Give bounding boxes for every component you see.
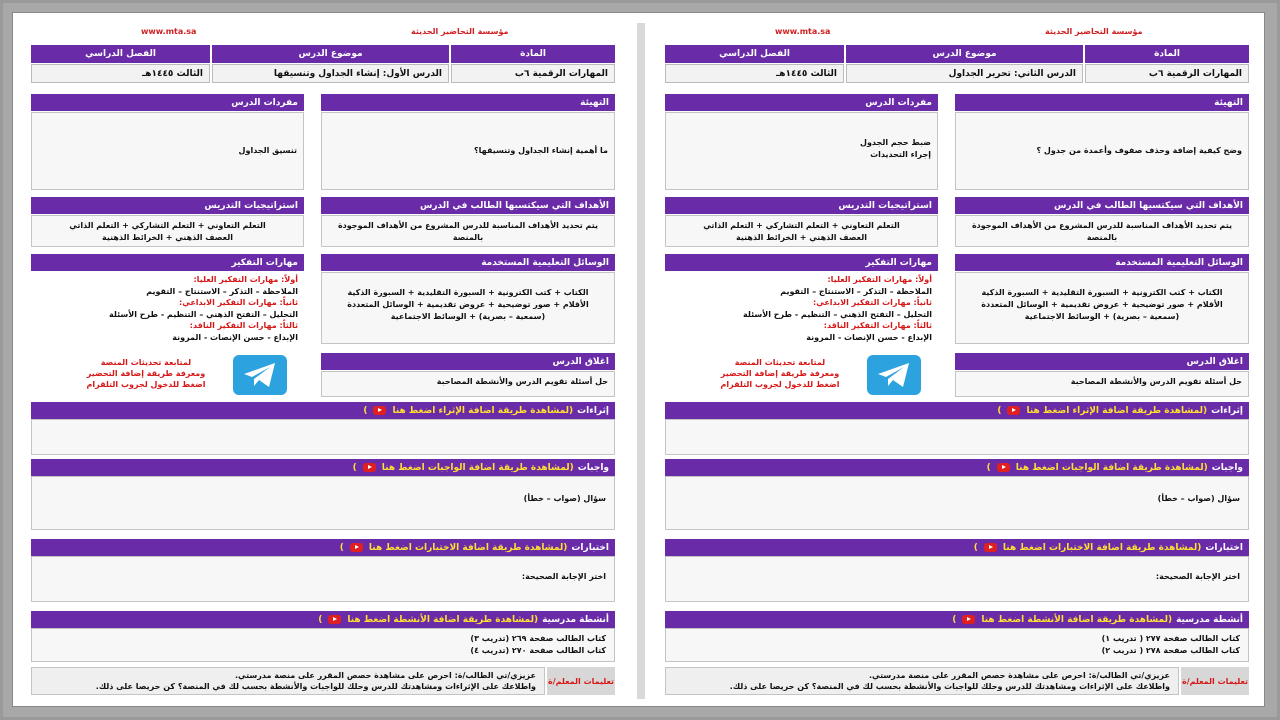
teacher-notes-box	[665, 667, 1179, 695]
link-close: )	[997, 405, 1002, 416]
topic-header: موضوع الدرس	[212, 45, 449, 63]
thinking-box	[31, 272, 304, 346]
thinking-header: مهارات التفكير	[31, 254, 304, 271]
activities-header	[665, 611, 1249, 628]
subject-header: المادة	[451, 45, 615, 63]
subject-value: المهارات الرقمية ٦ب	[1085, 64, 1249, 83]
vocab-header: مفردات الدرس	[31, 94, 304, 111]
enrich-link[interactable]: (لمشاهدة طريقة اضافة الإثراء اضغط هنا	[1026, 405, 1208, 416]
warmup-text: وضح كيفية إضافة وحذف صفوف وأعمدة من جدول ؟	[1036, 146, 1242, 155]
strategies-line: العصف الذهني + الخرائط الذهنية	[102, 233, 233, 242]
activity-item: كتاب الطالب صفحة ٢٦٩ (تدريب ٣)	[470, 634, 606, 643]
telegram-line: ومعرفة طريقة إضافة التحضير	[720, 369, 840, 378]
thinking-line: التحليل – التفتح الذهني – التنظيم - طرح الأسئلة	[743, 309, 932, 319]
goals-box	[955, 215, 1249, 247]
org-name: مؤسسة التحاضير الحديثة	[411, 27, 509, 36]
vocab-item: ضبط حجم الجدول	[860, 138, 931, 147]
strategies-box	[31, 215, 304, 247]
org-name: مؤسسة التحاضير الحديثة	[1045, 27, 1143, 36]
homework-text: سؤال (صواب – خطأ)	[1157, 494, 1240, 503]
telegram-line: اضغط للدخول لجروب التلقرام	[720, 380, 840, 389]
youtube-icon[interactable]	[363, 463, 376, 472]
aids-header: الوسائل التعليمية المستخدمة	[955, 254, 1249, 271]
activities-header	[31, 611, 615, 628]
teacher-note-line: عزيزي/تي الطالب/ة: احرص على مشاهدة حصص المقرر على منصة مدرستي.	[869, 671, 1170, 680]
term-header: الفصل الدراسي	[665, 45, 844, 63]
thinking-title: أولاً: مهارات التفكير العليا:	[193, 275, 298, 284]
teacher-notes-label: تعليمات المعلم/ة	[547, 667, 615, 695]
youtube-icon[interactable]	[962, 615, 975, 624]
closing-box	[321, 371, 615, 397]
teacher-notes-box	[31, 667, 545, 695]
warmup-text: ما أهمية إنشاء الجداول وتنسيقها؟	[474, 146, 608, 155]
telegram-line: لمتابعة تحديثات المنصة	[100, 358, 192, 367]
thinking-title: ثالثاً: مهارات التفكير الناقد:	[189, 321, 298, 330]
thinking-title: ثانياً: مهارات التفكير الابداعي:	[179, 298, 298, 307]
teacher-notes-label: تعليمات المعلم/ة	[1181, 667, 1249, 695]
strategies-header: استراتيجيات التدريس	[31, 197, 304, 214]
youtube-icon[interactable]	[984, 543, 997, 552]
thinking-line: الملاحظة – التذكر – الاستنتاج – التقويم	[780, 286, 932, 296]
subject-value: المهارات الرقمية ٦ب	[451, 64, 615, 83]
homework-title: واجبات	[577, 462, 609, 473]
link-close: )	[986, 462, 991, 473]
homework-text: سؤال (صواب – خطأ)	[523, 494, 606, 503]
term-value: الثالث ١٤٤٥هـ	[665, 64, 844, 83]
closing-header: اغلاق الدرس	[321, 353, 615, 370]
enrich-box	[665, 419, 1249, 455]
telegram-promo[interactable]	[71, 357, 221, 390]
tests-title: اختبارات	[1205, 542, 1243, 553]
tests-text: اختر الإجابة الصحيحة:	[1155, 572, 1240, 581]
thinking-title: ثانياً: مهارات التفكير الابداعي:	[813, 298, 932, 307]
warmup-box	[955, 112, 1249, 190]
homework-box	[31, 476, 615, 530]
link-close: )	[973, 542, 978, 553]
link-close: )	[952, 614, 957, 625]
strategies-line: التعلم التعاوني + التعلم التشاركي + التعلم الذاتي	[69, 221, 266, 230]
topic-header: موضوع الدرس	[846, 45, 1083, 63]
activities-title: أنشطة مدرسية	[1176, 614, 1243, 625]
activities-box	[665, 628, 1249, 662]
thinking-line: الإبداع - حسن الإنصات - المرونة	[172, 332, 298, 342]
page-divider	[637, 23, 645, 699]
activities-title: أنشطة مدرسية	[542, 614, 609, 625]
strategies-header: استراتيجيات التدريس	[665, 197, 938, 214]
teacher-note-line: واطلاعك على الإثراءات ومشاهدتك للدرس وحلك للواجبات والأنشطة بحسب لك في المنصة؟ كن حريصا على ذلك.	[729, 682, 1170, 691]
warmup-box	[321, 112, 615, 190]
teacher-note-line: عزيزي/تي الطالب/ة: احرص على مشاهدة حصص المقرر على منصة مدرستي.	[235, 671, 536, 680]
vocab-header: مفردات الدرس	[665, 94, 938, 111]
goals-header: الأهداف التي سيكتسبها الطالب في الدرس	[321, 197, 615, 214]
thinking-line: التحليل – التفتح الذهني – التنظيم - طرح الأسئلة	[109, 309, 298, 319]
homework-title: واجبات	[1211, 462, 1243, 473]
topic-value: الدرس الأول: إنشاء الجداول وتنسيقها	[212, 64, 449, 83]
telegram-line: ومعرفة طريقة إضافة التحضير	[86, 369, 206, 378]
homework-link[interactable]: (لمشاهدة طريقة اضافة الواجبات اضغط هنا	[1015, 462, 1208, 473]
homework-header	[665, 459, 1249, 476]
aids-line: (سمعية – بصرية) + الوسائط الاجتماعية	[390, 312, 546, 321]
homework-link[interactable]: (لمشاهدة طريقة اضافة الواجبات اضغط هنا	[381, 462, 574, 473]
enrich-link[interactable]: (لمشاهدة طريقة اضافة الإثراء اضغط هنا	[392, 405, 574, 416]
youtube-icon[interactable]	[997, 463, 1010, 472]
site-url[interactable]: www.mta.sa	[141, 27, 197, 36]
telegram-line: لمتابعة تحديثات المنصة	[734, 358, 826, 367]
aids-line: (سمعية – بصرية) + الوسائط الاجتماعية	[1024, 312, 1180, 321]
activities-link[interactable]: (لمشاهدة طريقة اضافة الأنشطة اضغط هنا	[347, 614, 539, 625]
subject-header: المادة	[1085, 45, 1249, 63]
warmup-header: التهيئة	[321, 94, 615, 111]
link-close: )	[318, 614, 323, 625]
closing-box	[955, 371, 1249, 397]
topic-value: الدرس الثاني: تحرير الجداول	[846, 64, 1083, 83]
activity-item: كتاب الطالب صفحة ٢٧٨ ( تدريب ٢)	[1101, 646, 1240, 655]
tests-box	[665, 556, 1249, 602]
aids-header: الوسائل التعليمية المستخدمة	[321, 254, 615, 271]
thinking-title: أولاً: مهارات التفكير العليا:	[827, 275, 932, 284]
link-close: )	[363, 405, 368, 416]
closing-text: حل أسئلة تقويم الدرس والأنشطة المصاحبة	[1070, 377, 1242, 386]
telegram-line: اضغط للدخول لجروب التلقرام	[86, 380, 206, 389]
tests-box	[31, 556, 615, 602]
strategies-box	[665, 215, 938, 247]
telegram-promo[interactable]	[705, 357, 855, 390]
enrich-box	[31, 419, 615, 455]
vocab-item: تنسيق الجداول	[238, 146, 297, 155]
aids-line: الكتاب + كتب الكترونية + السبورة التقليدية + السبورة الذكية	[981, 288, 1223, 297]
tests-text: اختر الإجابة الصحيحة:	[521, 572, 606, 581]
teacher-note-line: واطلاعك على الإثراءات ومشاهدتك للدرس وحلك للواجبات والأنشطة بحسب لك في المنصة؟ كن حريصا على ذلك.	[95, 682, 536, 691]
closing-text: حل أسئلة تقويم الدرس والأنشطة المصاحبة	[436, 377, 608, 386]
thinking-title: ثالثاً: مهارات التفكير الناقد:	[823, 321, 932, 330]
lesson-page-left	[31, 27, 623, 703]
lesson-page-right	[665, 27, 1257, 703]
tests-link[interactable]: (لمشاهدة طريقة اضافة الاختبارات اضغط هنا	[368, 542, 568, 553]
aids-line: الأقلام + صور توضيحية + عروض تقديمية + الوسائل المتعددة	[347, 300, 589, 309]
activity-item: كتاب الطالب صفحة ٢٧٧ ( تدريب ١)	[1101, 634, 1240, 643]
tests-title: اختبارات	[571, 542, 609, 553]
goals-header: الأهداف التي سيكتسبها الطالب في الدرس	[955, 197, 1249, 214]
telegram-icon[interactable]	[233, 355, 287, 395]
vocab-item: إجراء التحديدات	[870, 150, 931, 159]
youtube-icon[interactable]	[373, 406, 386, 415]
activities-box	[31, 628, 615, 662]
enrich-title: إثراءات	[577, 405, 609, 416]
homework-header	[31, 459, 615, 476]
aids-line: الأقلام + صور توضيحية + عروض تقديمية + الوسائل المتعددة	[981, 300, 1223, 309]
telegram-icon[interactable]	[867, 355, 921, 395]
activity-item: كتاب الطالب صفحة ٢٧٠ (تدريب ٤)	[470, 646, 606, 655]
enrich-header	[31, 402, 615, 419]
activities-link[interactable]: (لمشاهدة طريقة اضافة الأنشطة اضغط هنا	[981, 614, 1173, 625]
goals-text: يتم تحديد الأهداف المناسبة للدرس المشروع من الأهداف الموجودة بالمنصة	[971, 221, 1233, 242]
youtube-icon[interactable]	[1007, 406, 1020, 415]
thinking-line: الإبداع - حسن الإنصات - المرونة	[806, 332, 932, 342]
homework-box	[665, 476, 1249, 530]
aids-line: الكتاب + كتب الكترونية + السبورة التقليدية + السبورة الذكية	[347, 288, 589, 297]
vocab-box	[31, 112, 304, 190]
tests-header	[665, 539, 1249, 556]
enrich-header	[665, 402, 1249, 419]
youtube-icon[interactable]	[350, 543, 363, 552]
warmup-header: التهيئة	[955, 94, 1249, 111]
document-canvas	[12, 12, 1265, 707]
closing-header: اغلاق الدرس	[955, 353, 1249, 370]
enrich-title: إثراءات	[1211, 405, 1243, 416]
vocab-box	[665, 112, 938, 190]
site-url[interactable]: www.mta.sa	[775, 27, 831, 36]
term-header: الفصل الدراسي	[31, 45, 210, 63]
aids-box	[321, 272, 615, 344]
term-value: الثالث ١٤٤٥هـ	[31, 64, 210, 83]
youtube-icon[interactable]	[328, 615, 341, 624]
thinking-header: مهارات التفكير	[665, 254, 938, 271]
strategies-line: التعلم التعاوني + التعلم التشاركي + التعلم الذاتي	[703, 221, 900, 230]
thinking-line: الملاحظة – التذكر – الاستنتاج – التقويم	[146, 286, 298, 296]
thinking-box	[665, 272, 938, 346]
goals-text: يتم تحديد الأهداف المناسبة للدرس المشروع من الأهداف الموجودة بالمنصة	[337, 221, 599, 242]
link-close: )	[352, 462, 357, 473]
link-close: )	[339, 542, 344, 553]
goals-box	[321, 215, 615, 247]
tests-header	[31, 539, 615, 556]
aids-box	[955, 272, 1249, 344]
strategies-line: العصف الذهني + الخرائط الذهنية	[736, 233, 867, 242]
tests-link[interactable]: (لمشاهدة طريقة اضافة الاختبارات اضغط هنا	[1002, 542, 1202, 553]
